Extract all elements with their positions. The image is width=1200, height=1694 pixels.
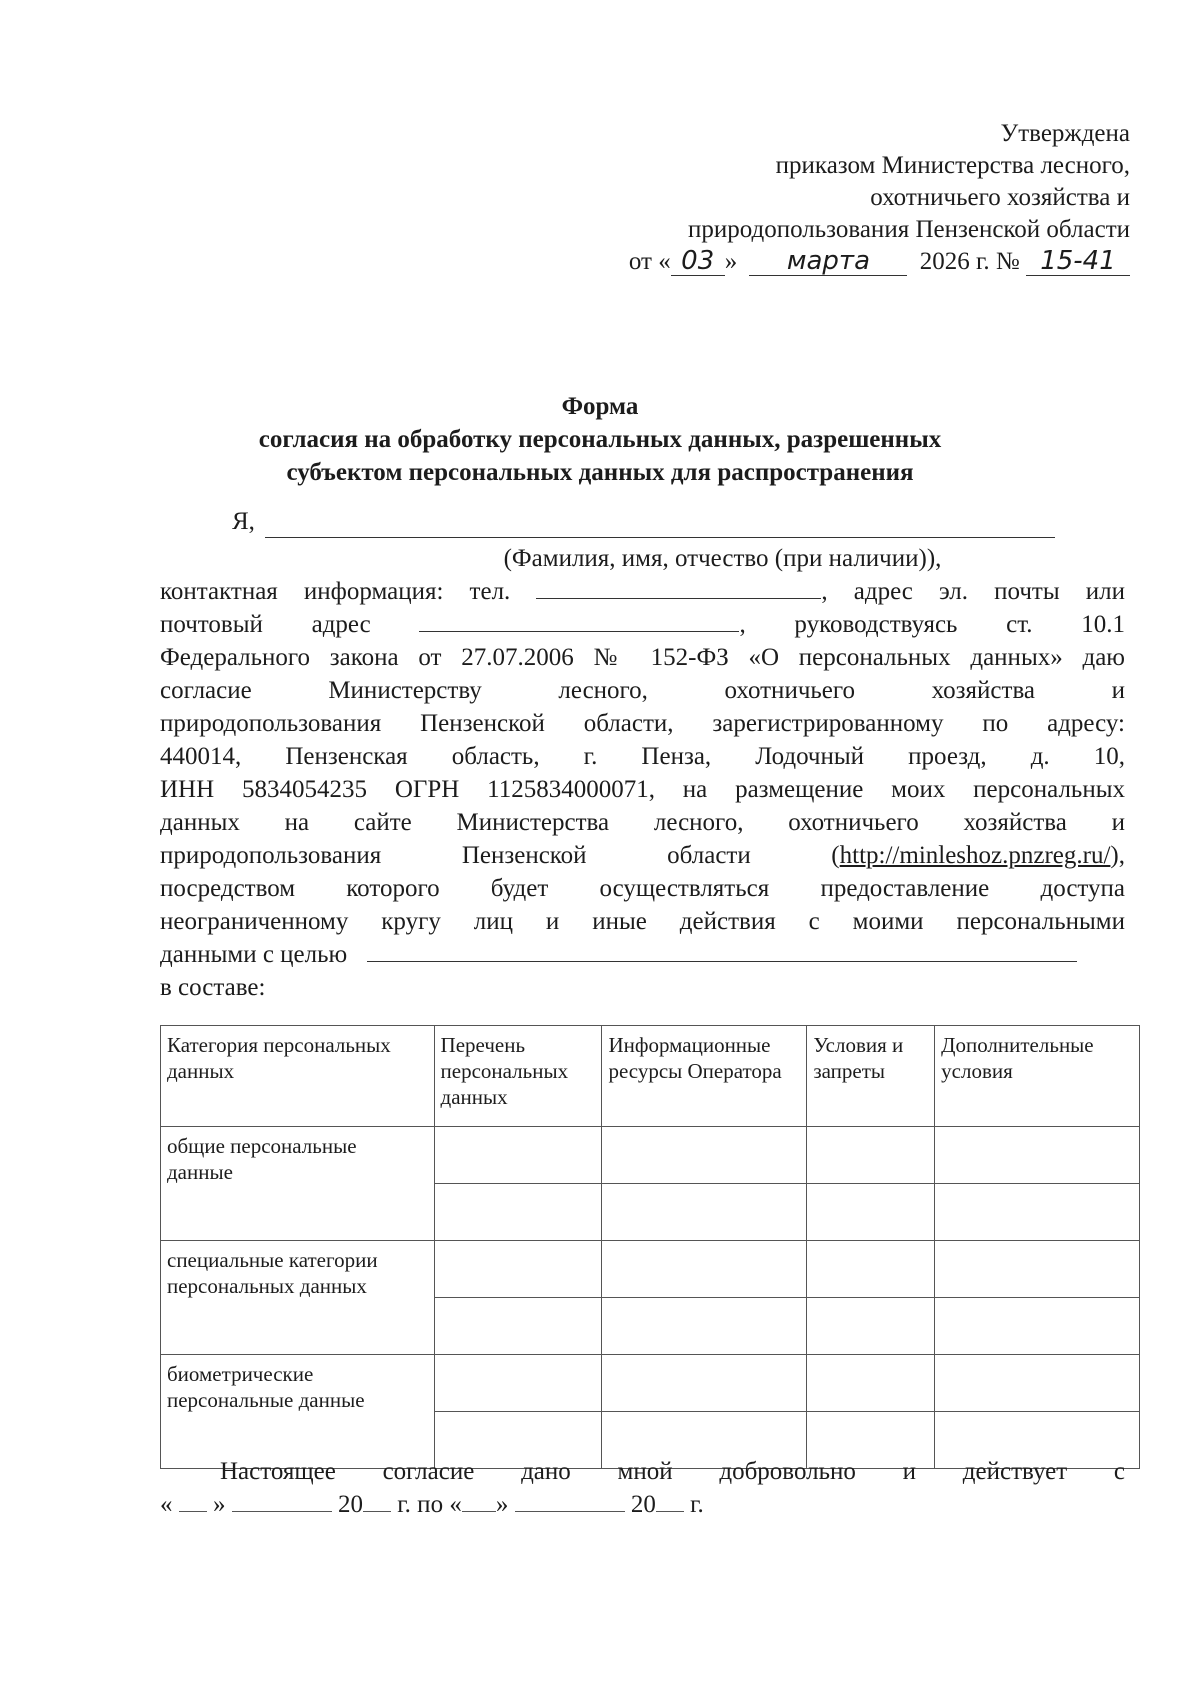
fio-row — [170, 505, 1125, 538]
column-header: Дополнительные условия — [935, 1026, 1140, 1127]
table-cell[interactable] — [807, 1184, 935, 1241]
paragraph-line: посредством которого будет осуществляться предоставление доступа — [160, 875, 1125, 902]
table-cell[interactable] — [935, 1355, 1140, 1412]
approval-line-4: природопользования Пензенской области — [687, 216, 1130, 243]
end-day-field[interactable] — [462, 1491, 496, 1512]
table-cell[interactable] — [434, 1241, 602, 1298]
paragraph-line: природопользования Пензенской области, зарегистрированному по адресу: — [160, 710, 1125, 737]
purpose-row — [160, 938, 1125, 971]
table-cell[interactable] — [807, 1355, 935, 1412]
end-month-field[interactable] — [515, 1491, 625, 1512]
table-cell[interactable] — [602, 1298, 807, 1355]
title-line-3: субъектом персональных данных для распространения — [286, 459, 914, 486]
purpose-label: данными с целью — [160, 941, 348, 968]
title-line-2: согласия на обработку персональных данных, разрешенных — [258, 426, 942, 453]
table-cell[interactable] — [935, 1241, 1140, 1298]
table-cell[interactable] — [935, 1127, 1140, 1184]
table-cell[interactable] — [602, 1184, 807, 1241]
paragraph-line: Федерального закона от 27.07.2006 № 152-ФЗ «О персональных данных» даю — [160, 644, 1125, 671]
table-cell[interactable] — [807, 1241, 935, 1298]
table-cell[interactable] — [434, 1298, 602, 1355]
approval-line-1: Утверждена — [1000, 120, 1130, 147]
contact-row — [160, 575, 1125, 608]
start-year-field[interactable] — [363, 1491, 391, 1512]
postal-row — [160, 608, 1125, 641]
postal-address-field[interactable] — [419, 609, 739, 632]
approval-line-3: охотничьего хозяйства и — [870, 184, 1130, 211]
postal-prefix: почтовый адрес — [160, 611, 371, 638]
contact-suffix: , адрес эл. почты или — [821, 578, 1125, 605]
table-cell[interactable] — [602, 1355, 807, 1412]
form-title — [150, 390, 1050, 489]
column-header: Категория персональных данных — [161, 1026, 435, 1127]
ya-label: Я, — [232, 508, 255, 535]
title-line-1: Форма — [561, 393, 639, 420]
table-row — [161, 1241, 1140, 1298]
table-cell[interactable] — [602, 1241, 807, 1298]
approval-date-line — [570, 246, 1130, 278]
category-cell: биометрические персональные данные — [161, 1355, 435, 1469]
handwritten-day: 03 — [671, 247, 725, 276]
url-prefix: природопользования Пензенской области ( — [160, 842, 840, 869]
end-year-field[interactable] — [656, 1491, 684, 1512]
approval-block — [570, 118, 1130, 278]
close-quote-2: » — [495, 1491, 509, 1518]
open-quote: « — [160, 1491, 173, 1518]
fio-caption: (Фамилия, имя, отчество (при наличии)), — [503, 545, 942, 572]
start-month-field[interactable] — [232, 1491, 332, 1512]
paragraph-line: согласие Министерству лесного, охотничьего хозяйства и — [160, 677, 1125, 704]
handwritten-month: марта — [749, 247, 907, 276]
paragraph-line: 440014, Пензенская область, г. Пенза, Лодочный проезд, д. 10, — [160, 743, 1125, 770]
start-day-field[interactable] — [179, 1491, 207, 1512]
table-header-row — [161, 1026, 1140, 1127]
year-text: 2026 г. № — [919, 248, 1020, 275]
approval-line-2: приказом Министерства лесного, — [775, 152, 1130, 179]
fio-field[interactable] — [265, 515, 1055, 538]
table-row — [161, 1355, 1140, 1412]
end-year-prefix: 20 — [630, 1491, 656, 1518]
paragraph-line-url — [160, 839, 1125, 872]
column-header: Условия и запреты — [807, 1026, 935, 1127]
table-cell[interactable] — [602, 1127, 807, 1184]
consent-body — [160, 505, 1126, 1004]
table-cell[interactable] — [807, 1298, 935, 1355]
paragraph-line: данных на сайте Министерства лесного, охотничьего хозяйства и — [160, 809, 1125, 836]
contact-prefix: контактная информация: тел. — [160, 578, 511, 605]
date-prefix: от « — [628, 248, 671, 275]
year-suffix: г. — [690, 1491, 704, 1518]
category-cell: специальные категории персональных данных — [161, 1241, 435, 1355]
table-cell[interactable] — [935, 1298, 1140, 1355]
url-suffix: ), — [1110, 842, 1125, 869]
start-year-prefix: 20 — [338, 1491, 363, 1518]
to-text: г. по « — [397, 1491, 462, 1518]
purpose-field[interactable] — [367, 939, 1077, 962]
phone-field[interactable] — [536, 576, 821, 599]
table-cell[interactable] — [434, 1184, 602, 1241]
handwritten-order-number: 15-41 — [1026, 247, 1130, 276]
ministry-site-link[interactable]: http://minleshoz.pnzreg.ru/ — [839, 842, 1111, 869]
close-quote: » — [213, 1491, 226, 1518]
column-header: Информационные ресурсы Оператора — [602, 1026, 807, 1127]
validity-line-1: Настоящее согласие дано мной добровольно и действует с — [220, 1458, 1125, 1485]
table-cell[interactable] — [434, 1355, 602, 1412]
postal-suffix: , руководствуясь ст. 10.1 — [739, 611, 1126, 638]
category-cell: общие персональные данные — [161, 1127, 435, 1241]
column-header: Перечень персональных данных — [434, 1026, 602, 1127]
table-cell[interactable] — [434, 1127, 602, 1184]
paragraph-line: ИНН 5834054235 ОГРН 1125834000071, на размещение моих персональных — [160, 776, 1125, 803]
table-row — [161, 1127, 1140, 1184]
personal-data-table — [160, 1025, 1140, 1469]
table-cell[interactable] — [935, 1184, 1140, 1241]
paragraph-line: неограниченному кругу лиц и иные действия с моими персональными — [160, 908, 1125, 935]
composition-label: в составе: — [160, 974, 266, 1001]
validity-line-2 — [160, 1488, 1125, 1521]
date-mid: » — [724, 248, 738, 275]
table-cell[interactable] — [807, 1127, 935, 1184]
validity-statement — [160, 1455, 1125, 1521]
